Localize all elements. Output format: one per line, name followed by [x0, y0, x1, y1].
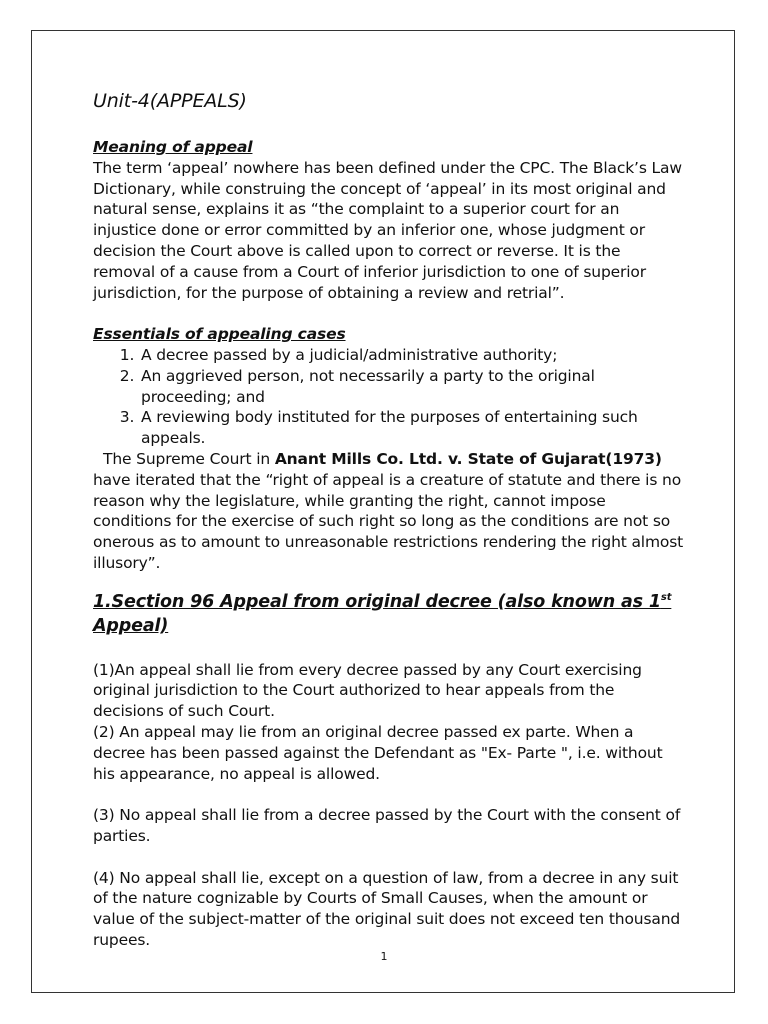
case-paragraph [93, 449, 685, 574]
section-heading-main: 1.Section 96 Appeal from original decree (also known as 1 [93, 591, 661, 612]
section-heading-end: Appeal) [93, 615, 169, 636]
document-page [31, 30, 735, 993]
section-paragraph-3: (3) No appeal shall lie from a decree passed by the Court with the consent of parties. [93, 806, 681, 845]
list-item: 3. A reviewing body instituted for the purposes of entertaining such appeals. [139, 407, 685, 449]
section-paragraph-2: (2) An appeal may lie from an original decree passed ex parte. When a decree has been passed against the Defendant as "Ex- Parte ", i.e. without his appearance, no appeal is allowed. [93, 722, 663, 783]
section-paragraph-1: (1)An appeal shall lie from every decree passed by any Court exercising original jurisdiction to the Court authorized to hear appeals from the decisions of such Court. [93, 660, 642, 721]
list-item: 2. An aggrieved person, not necessarily a party to the original proceeding; and [139, 366, 685, 408]
page-number: 1 [380, 950, 388, 963]
case-intro: The Supreme Court in [103, 449, 275, 468]
spacer [93, 784, 685, 805]
case-text: have iterated that the “right of appeal is a creature of statute and there is no reason why the legislature, while granting the right, cannot impose conditions for the exercise of such right so long as the conditions are not so onerous as to amount to unreasonable restrictions rendering the right almost illusory”. [93, 470, 684, 572]
document-title: Unit-4(APPEALS) [93, 90, 247, 112]
meaning-heading: Meaning of appeal [93, 138, 253, 156]
case-name: Anant Mills Co. Ltd. v. State of Gujarat(1973) [274, 449, 662, 468]
spacer [93, 847, 685, 868]
section-96-heading [93, 586, 685, 638]
spacer [93, 303, 685, 324]
section-heading-superscript: st [660, 591, 672, 603]
meaning-paragraph: The term ‘appeal’ nowhere has been defined under the CPC. The Black’s Law Dictionary, while construing the concept of ‘appeal’ in its most original and natural sense, explains it as “the complaint to a superior court for an injustice done or error committed by an inferior one, whose judgment or decision the Court above is called upon to correct or reverse. It is the removal of a cause from a Court of inferior jurisdiction to one of superior jurisdiction, for the purpose of obtaining a review and retrial”. [93, 158, 682, 302]
essentials-heading: Essentials of appealing cases [93, 325, 346, 344]
list-item: 1. A decree passed by a judicial/administrative authority; [139, 345, 685, 366]
essentials-list [93, 345, 685, 449]
section-paragraph-4: (4) No appeal shall lie, except on a question of law, from a decree in any suit of the nature cognizable by Courts of Small Causes, when the amount or value of the subject-matter of the original suit does not exceed ten thousand rupees. [93, 868, 681, 949]
page-content [93, 89, 685, 951]
